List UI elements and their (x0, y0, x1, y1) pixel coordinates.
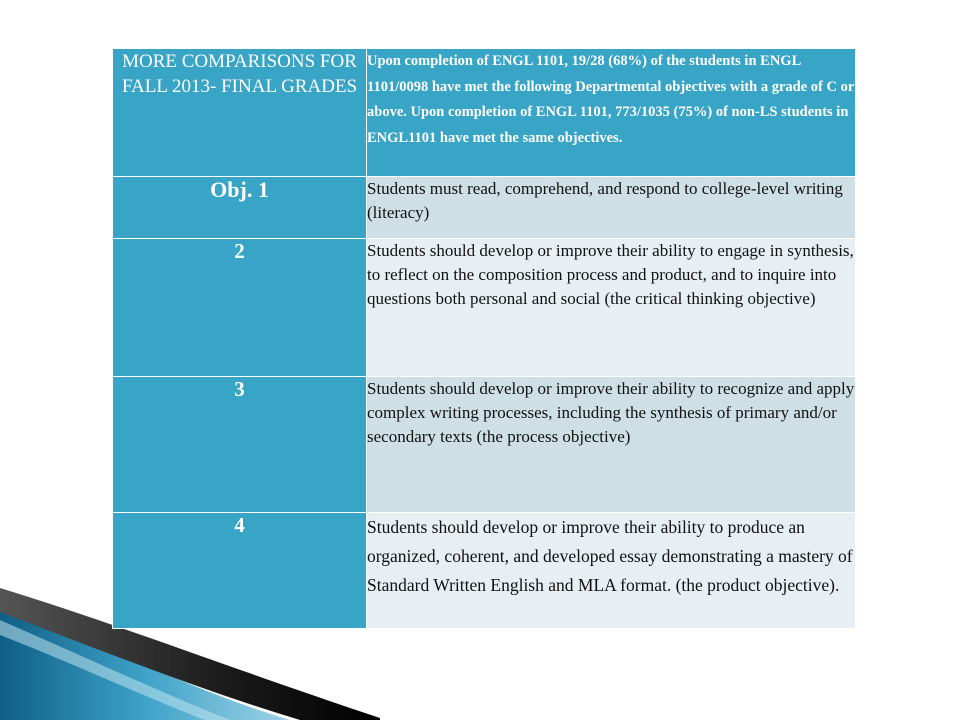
objective-label: Obj. 1 (210, 177, 269, 202)
header-summary-cell (367, 49, 856, 177)
table-row-objective-2 (113, 239, 856, 377)
objective-text: Students must read, comprehend, and respond to college-level writing (literacy) (367, 179, 843, 222)
objective-text: Students should develop or improve their ability to produce an organized, coherent, and developed essay demonstrating a mastery of Standard Written English and MLA format. (the product objective). (367, 517, 853, 595)
objective-label: 4 (234, 513, 245, 537)
table-header-row (113, 49, 856, 177)
objective-text: Students should develop or improve their ability to recognize and apply complex writing processes, including the synthesis of primary and/or secondary texts (the process objective) (367, 379, 855, 446)
table-row-objective-1 (113, 177, 856, 239)
objective-text-cell (367, 239, 856, 377)
objective-label: 3 (234, 377, 245, 401)
objective-label: 2 (234, 239, 245, 263)
objective-text-cell (367, 513, 856, 629)
header-title-cell (113, 49, 367, 177)
objective-text: Students should develop or improve their ability to engage in synthesis, to reflect on the composition process and product, and to inquire into questions both personal and social (the critical thinking objective) (367, 241, 854, 308)
objectives-table (112, 48, 856, 629)
header-title: MORE COMPARISONS FOR FALL 2013- FINAL GRADES (121, 51, 358, 97)
objective-text-cell (367, 177, 856, 239)
header-summary: Upon completion of ENGL 1101, 19/28 (68%) of the students in ENGL 1101/0098 have met the following Departmental objectives with a grade of C or above. Upon completion of ENGL 1101, 773/1035 (75%) of non-LS students in ENGL1101 have met the same objectives. (367, 53, 855, 146)
objective-text-cell (367, 377, 856, 513)
table-row-objective-4 (113, 513, 856, 629)
objective-label-cell (113, 377, 367, 513)
objective-label-cell (113, 513, 367, 629)
objective-label-cell (113, 239, 367, 377)
objective-label-cell (113, 177, 367, 239)
table-row-objective-3 (113, 377, 856, 513)
